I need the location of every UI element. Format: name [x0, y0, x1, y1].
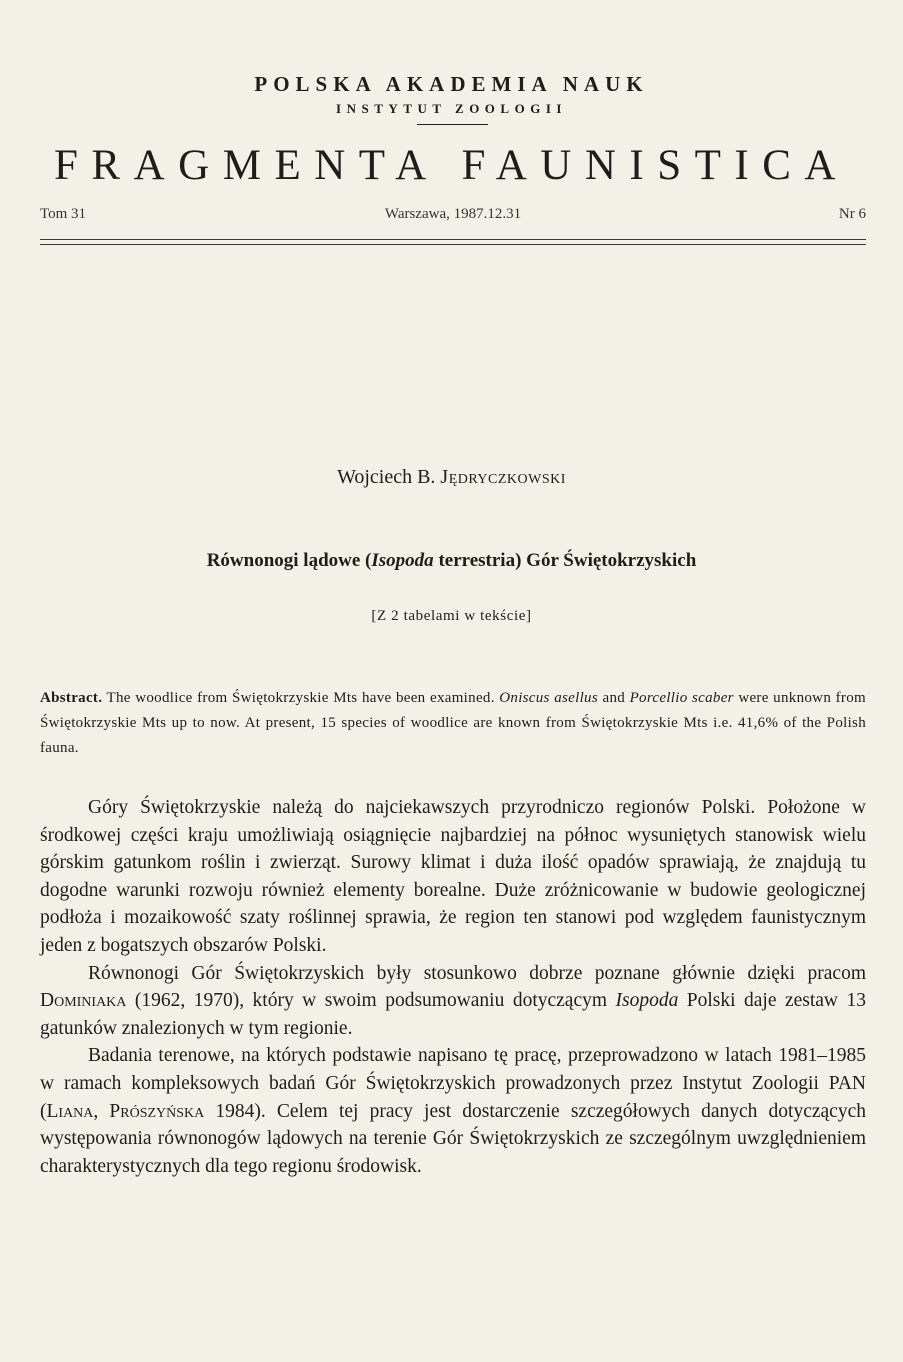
paragraph-2-text-a: Równonogi Gór Świętokrzyskich były stosunkowo dobrze poznane głównie dzięki pracom: [88, 962, 866, 984]
species-porcellio: Porcellio scaber: [629, 690, 734, 706]
taxon-isopoda: Isopoda: [615, 990, 679, 1012]
paragraph-2: [40, 960, 866, 1043]
citation-separator: ,: [93, 1100, 110, 1122]
title-taxon: Isopoda: [371, 550, 434, 571]
academy-name: POLSKA AKADEMIA NAUK: [254, 72, 649, 96]
author-last-name: Jędryczkowski: [440, 466, 566, 488]
article-title: [0, 550, 903, 572]
cited-author-liana: Liana: [46, 1100, 94, 1122]
institute-name: INSTYTUT ZOOLOGII: [336, 101, 567, 116]
institute-underline: [417, 124, 488, 125]
header-divider: [40, 239, 866, 245]
species-oniscus: Oniscus asellus: [499, 690, 598, 706]
paragraph-3: [40, 1042, 866, 1180]
journal-title: FRAGMENTA FAUNISTICA: [54, 142, 849, 189]
author: [0, 466, 903, 489]
cited-author-proszynska: Prószyńska: [109, 1100, 205, 1122]
title-part-2: terrestria) Gór Świętokrzyskich: [433, 550, 697, 571]
abstract-text-3: were unknown from Świętokrzyskie Mts up to now. At present, 15 species of woodlice are known from Świętokrzyskie Mts i.e. 41,6% of the Polish fauna.: [40, 690, 866, 756]
cited-author-dominiak: Dominiaka: [40, 990, 127, 1012]
abstract-label: Abstract.: [40, 690, 103, 706]
body-text: [40, 794, 866, 1180]
tables-note: [Z 2 tabelami w tekście]: [371, 608, 532, 624]
place-date: Warszawa, 1987.12.31: [384, 206, 522, 222]
paragraph-2-text-c: Polski daje zestaw 13 gatunków znalezionych w tym regionie.: [40, 990, 866, 1039]
issue-number: Nr 6: [838, 206, 866, 222]
abstract-text-1: The woodlice from Świętokrzyskie Mts have been examined.: [102, 690, 500, 706]
author-first-name: Wojciech B.: [337, 466, 436, 488]
abstract-text-2: and: [597, 690, 630, 706]
volume: Tom 31: [40, 206, 87, 222]
abstract: [40, 686, 866, 761]
paragraph-3-text-b: 1984). Celem tej pracy jest dostarczenie szczegółowych danych dotyczących występowania równonogów lądowych na terenie Gór Świętokrzyskich ze szczególnym uwzględnieniem charakterystycznych dla tego regionu środowisk.: [40, 1100, 866, 1177]
paragraph-2-text-b: (1962, 1970), który w swoim podsumowaniu dotyczącym: [126, 990, 616, 1012]
title-part-1: Równonogi lądowe (: [206, 550, 372, 571]
paragraph-3-text-a: Badania terenowe, na których podstawie napisano tę pracę, przeprowadzono w latach 1981–1985 w ramach kompleksowych badań Gór Świętokrzyskich prowadzonych przez Instytut Zoologii PAN (: [40, 1045, 866, 1122]
paragraph-1: Góry Świętokrzyskie należą do najciekawszych przyrodniczo regionów Polski. Położone w środkowej części kraju umożliwiają osiągnięcie najbardziej na północ wysuniętych stanowisk wielu górskim gatunkom roślin i zwierząt. Surowy klimat i duża ilość opadów sprawiają, że znajdują tu dogodne warunki rozwoju również elementy borealne. Duże zróżnicowanie w budowie geologicznej podłoża i mozaikowość szaty roślinnej sprawia, że region ten stanowi pod względem faunistycznym jeden z bogatszych obszarów Polski.: [40, 797, 866, 956]
